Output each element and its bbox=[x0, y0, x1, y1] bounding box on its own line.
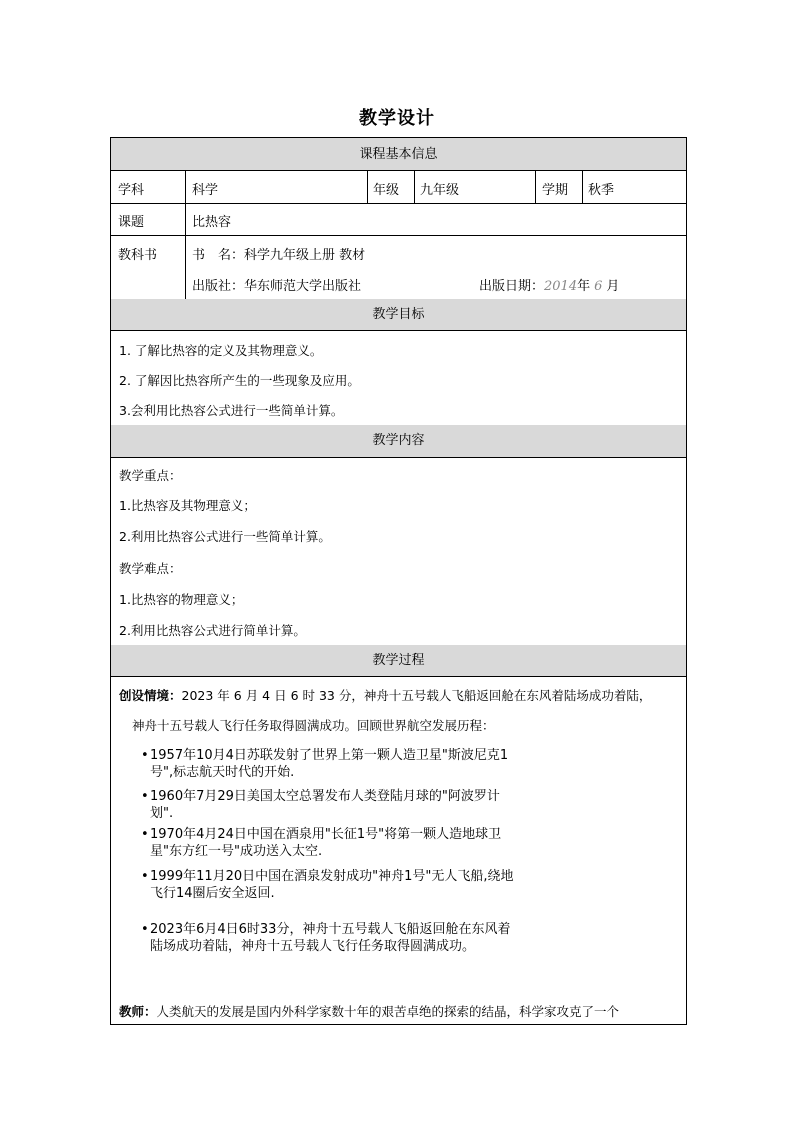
publish-year: 2014 bbox=[544, 279, 578, 294]
teacher-line bbox=[119, 1002, 619, 1020]
key-points-label: 教学重点： bbox=[119, 468, 182, 483]
publish-date bbox=[479, 275, 619, 294]
year-char: 年 bbox=[577, 279, 591, 294]
section-header-content: 教学内容 bbox=[111, 425, 686, 458]
history-bullet bbox=[141, 747, 521, 781]
goal-item: 3.会利用比热容公式进行一些简单计算。 bbox=[119, 403, 344, 418]
divider bbox=[582, 171, 583, 203]
subject-label: 学科 bbox=[118, 183, 145, 198]
history-bullet bbox=[141, 788, 521, 822]
divider bbox=[111, 235, 686, 236]
teacher-label: 教师： bbox=[119, 1004, 157, 1019]
month-char: 月 bbox=[606, 279, 620, 294]
scenario-label: 创设情境： bbox=[119, 688, 182, 703]
section-header-goals: 教学目标 bbox=[111, 299, 686, 331]
scenario-line-2: 神舟十五号载人飞行任务取得圆满成功。回顾世界航空发展历程： bbox=[132, 718, 495, 733]
book-name: 书 名：科学九年级上册 教材 bbox=[192, 248, 366, 263]
key-point-item: 1.比热容及其物理意义； bbox=[119, 498, 256, 513]
difficult-points-label: 教学难点： bbox=[119, 561, 182, 576]
bullet-text: 2023年6月4日6时33分，神舟十五号载人飞船返回舱在东风着陆场成功着陆，神舟十五号载人飞行任务取得圆满成功。 bbox=[150, 922, 511, 954]
textbook-label: 教科书 bbox=[118, 248, 158, 263]
bullet-text: 1957年10月4日苏联发射了世界上第一颗人造卫星"斯波尼克1号",标志航天时代的开始. bbox=[150, 748, 509, 780]
publish-month: 6 bbox=[594, 279, 603, 294]
bullet-text: 1970年4月24日中国在酒泉用"长征1号"将第一颗人造地球卫星"东方红一号"成功送入太空. bbox=[150, 827, 502, 859]
bullet-icon: • bbox=[141, 869, 149, 884]
publish-date-prefix: 出版日期： bbox=[479, 279, 545, 294]
term-value: 秋季 bbox=[588, 183, 615, 198]
divider bbox=[414, 171, 415, 203]
teacher-text: 人类航天的发展是国内外科学家数十年的艰苦卓绝的探索的结晶，科学家攻克了一个 bbox=[156, 1004, 620, 1019]
bullet-icon: • bbox=[141, 748, 149, 763]
bullet-text: 1960年7月29日美国太空总署发布人类登陆月球的"阿波罗计划". bbox=[150, 789, 500, 821]
scenario-text: 2023 年 6 月 4 日 6 时 33 分，神舟十五号载人飞船返回舱在东风着陆场成功着陆， bbox=[181, 688, 652, 703]
section-header-process: 教学过程 bbox=[111, 645, 686, 677]
goal-item: 2. 了解因比热容所产生的一些现象及应用。 bbox=[119, 373, 360, 388]
page-title: 教学设计 bbox=[359, 108, 435, 129]
history-bullet bbox=[141, 826, 521, 860]
divider bbox=[367, 171, 368, 203]
bullet-icon: • bbox=[141, 789, 149, 804]
scenario-line-1 bbox=[119, 686, 651, 704]
topic-value: 比热容 bbox=[192, 215, 232, 230]
divider bbox=[111, 203, 686, 204]
publisher: 出版社：华东师范大学出版社 bbox=[192, 279, 362, 294]
key-point-item: 2.利用比热容公式进行一些简单计算。 bbox=[119, 529, 331, 544]
difficult-point-item: 2.利用比热容公式进行简单计算。 bbox=[119, 623, 306, 638]
bullet-icon: • bbox=[141, 827, 149, 842]
subject-value: 科学 bbox=[192, 183, 219, 198]
bullet-icon: • bbox=[141, 922, 149, 937]
divider bbox=[535, 171, 536, 203]
term-label: 学期 bbox=[542, 183, 569, 198]
bullet-text: 1999年11月20日中国在酒泉发射成功"神舟1号"无人飞船,绕地飞行14圈后安全返回. bbox=[150, 869, 514, 901]
history-bullet bbox=[141, 868, 521, 902]
divider bbox=[185, 235, 186, 299]
grade-label: 年级 bbox=[373, 183, 400, 198]
topic-label: 课题 bbox=[118, 215, 145, 230]
lesson-plan-table bbox=[110, 137, 687, 1025]
section-header-basic-info: 课程基本信息 bbox=[111, 138, 686, 171]
difficult-point-item: 1.比热容的物理意义； bbox=[119, 592, 244, 607]
goal-item: 1. 了解比热容的定义及其物理意义。 bbox=[119, 343, 323, 358]
grade-value: 九年级 bbox=[420, 183, 460, 198]
history-bullet bbox=[141, 921, 521, 955]
